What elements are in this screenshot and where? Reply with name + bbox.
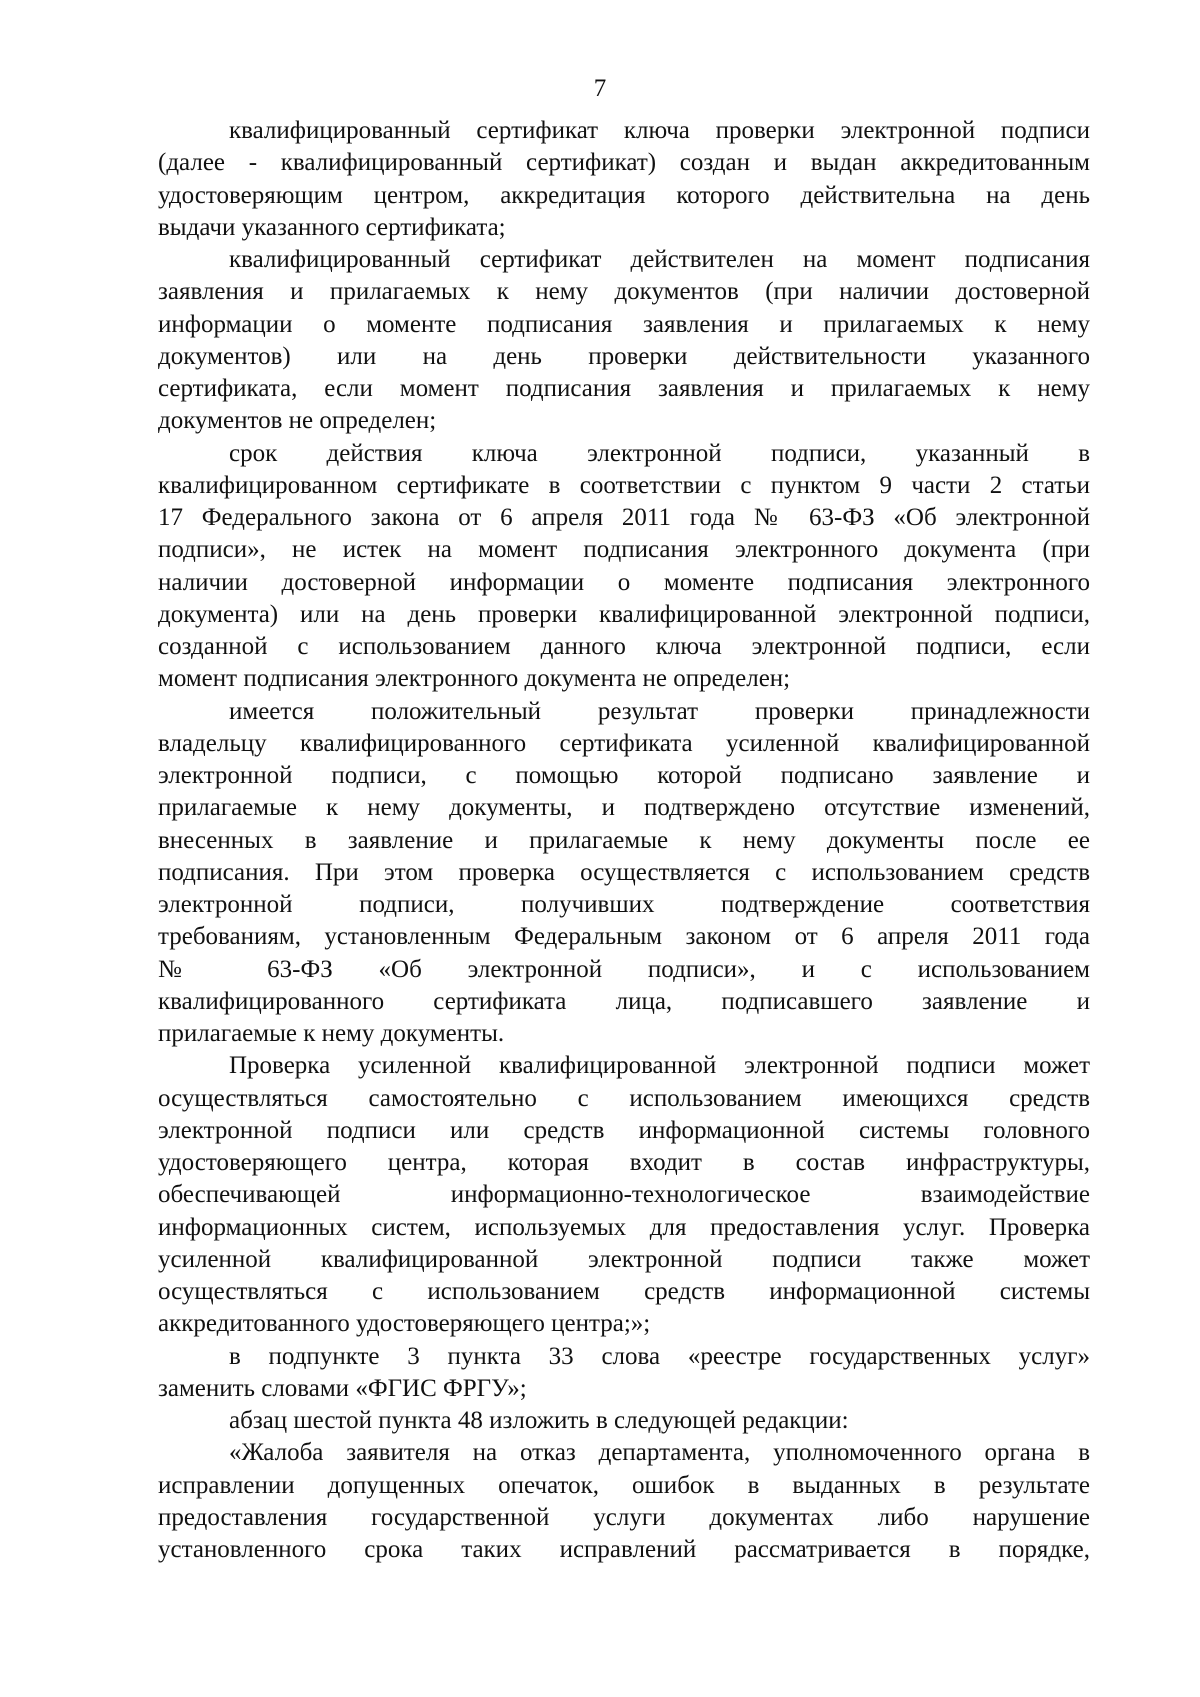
text-line: квалифицированный сертификат ключа проверки электронной подписи (229, 117, 1090, 144)
text-line: документов не определен; (158, 407, 437, 435)
paragraph (158, 1341, 1090, 1406)
text-line: созданной с использованием данного ключа электронной подписи, если (158, 633, 1090, 660)
text-line: имеется положительный результат проверки принадлежности (229, 697, 1090, 725)
text-line: в подпункте 3 пункта 33 слова «реестре государственных услуг» (229, 1342, 1090, 1370)
text-line: абзац шестой пункта 48 изложить в следующей редакции: (229, 1407, 849, 1434)
text-line: Проверка усиленной квалифицированной электронной подписи может (229, 1052, 1090, 1080)
text-line: (далее - квалифицированный сертификат) создан и выдан аккредитованным (158, 149, 1090, 177)
paragraph (158, 696, 1090, 1051)
paragraph (158, 115, 1090, 244)
text-line: заменить словами «ФГИС ФРГУ»; (158, 1374, 527, 1402)
text-line: подписи», не истек на момент подписания электронного документа (при (158, 536, 1090, 564)
text-line: электронной подписи, с помощью которой подписано заявление и (158, 762, 1090, 789)
text-line: сертификата, если момент подписания заявления и прилагаемых к нему (158, 375, 1090, 402)
text-line: осуществляться самостоятельно с использованием имеющихся средств (158, 1084, 1090, 1112)
paragraph (158, 1050, 1090, 1340)
text-line: прилагаемые к нему документы. (158, 1020, 505, 1047)
text-line: срок действия ключа электронной подписи, указанный в (229, 439, 1090, 467)
text-line: «Жалоба заявителя на отказ департамента, уполномоченного органа в (229, 1439, 1090, 1467)
text-line: подписания. При этом проверка осуществляется с использованием средств (158, 858, 1090, 886)
text-line: усиленной квалифицированной электронной подписи также может (158, 1245, 1090, 1273)
text-line: электронной подписи или средств информационной системы головного (158, 1116, 1090, 1144)
text-line: осуществляться с использованием средств информационной системы (158, 1278, 1090, 1305)
page-number: 7 (593, 75, 607, 102)
text-line: документа) или на день проверки квалифицированной электронной подписи, (158, 600, 1090, 628)
text-line: заявления и прилагаемых к нему документов (при наличии достоверной (158, 278, 1090, 306)
text-line: владельцу квалифицированного сертификата усиленной квалифицированной (158, 729, 1090, 757)
paragraph (158, 1405, 1090, 1437)
paragraph (158, 244, 1090, 438)
paragraph (158, 1437, 1090, 1566)
text-line: обеспечивающей информационно-технологическое взаимодействие (158, 1181, 1090, 1209)
text-line: квалифицированном сертификате в соответствии с пунктом 9 части 2 статьи (158, 471, 1090, 499)
text-line: наличии достоверной информации о моменте подписания электронного (158, 568, 1090, 596)
text-line: прилагаемые к нему документы, и подтверждено отсутствие изменений, (158, 794, 1090, 822)
text-line: удостоверяющим центром, аккредитация которого действительна на день (158, 181, 1090, 209)
text-line: информационных систем, используемых для предоставления услуг. Проверка (158, 1213, 1090, 1241)
text-line: квалифицированный сертификат действителен на момент подписания (229, 246, 1090, 273)
document-body (158, 115, 1090, 1566)
text-line: удостоверяющего центра, которая входит в состав инфраструктуры, (158, 1149, 1090, 1176)
text-line: № 63-ФЗ «Об электронной подписи», и с использованием (158, 955, 1090, 983)
text-line: момент подписания электронного документа не определен; (158, 665, 791, 693)
text-line: квалифицированного сертификата лица, подписавшего заявление и (158, 987, 1090, 1015)
text-line: требованиям, установленным Федеральным законом от 6 апреля 2011 года (158, 923, 1090, 951)
text-line: выдачи указанного сертификата; (158, 213, 506, 241)
paragraph (158, 438, 1090, 696)
text-line: документов) или на день проверки действительности указанного (158, 342, 1090, 370)
text-line: 17 Федерального закона от 6 апреля 2011 года № 63-ФЗ «Об электронной (158, 504, 1090, 531)
text-line: предоставления государственной услуги документах либо нарушение (158, 1503, 1090, 1531)
text-line: внесенных в заявление и прилагаемые к нему документы после ее (158, 826, 1090, 854)
text-line: аккредитованного удостоверяющего центра;»; (158, 1310, 651, 1338)
text-line: электронной подписи, получивших подтверждение соответствия (158, 891, 1090, 918)
text-line: исправлении допущенных опечаток, ошибок в выданных в результате (158, 1471, 1090, 1499)
text-line: информации о моменте подписания заявления и прилагаемых к нему (158, 310, 1090, 338)
text-line: установленного срока таких исправлений рассматривается в порядке, (158, 1536, 1090, 1563)
